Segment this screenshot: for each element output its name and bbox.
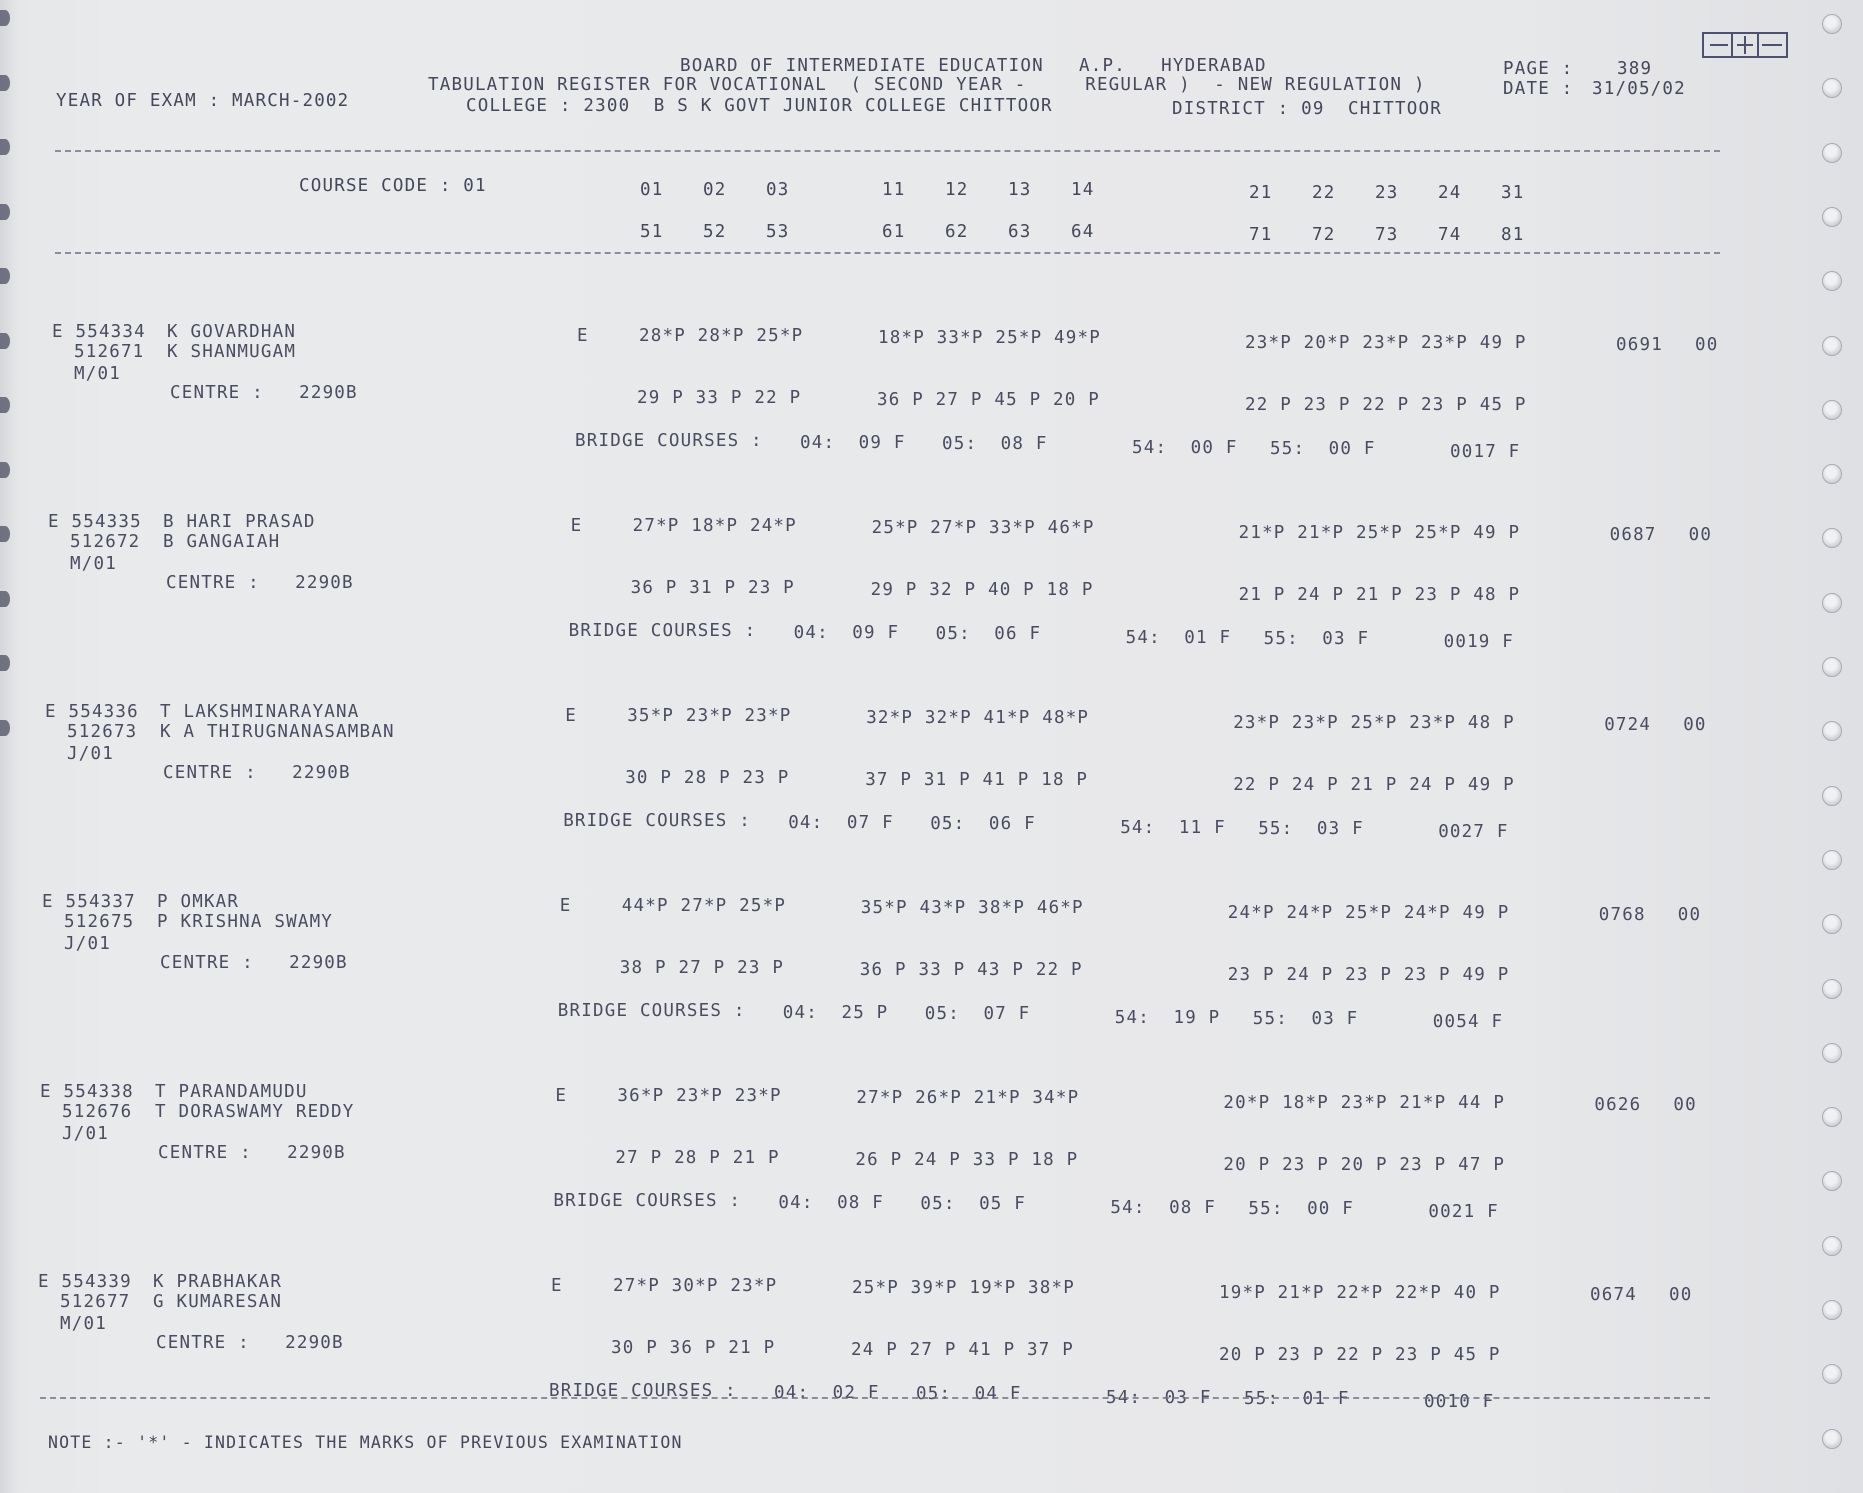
student-name: T LAKSHMINARAYANA	[160, 702, 360, 722]
bridge-courses-label: BRIDGE COURSES :	[563, 811, 751, 832]
student-group-code: J/01	[62, 1124, 109, 1144]
bridge-course-54: 54: 19 P	[1114, 1008, 1221, 1029]
binder-hole-icon	[0, 10, 10, 26]
perforation-hole-icon	[1822, 78, 1842, 98]
column-code: 81	[1501, 225, 1525, 245]
perforation-hole-icon	[1822, 914, 1842, 934]
marks-line1-group2: 25*P 39*P 19*P 38*P	[852, 1277, 1075, 1298]
bridge-course-55: 55: 03 F	[1258, 818, 1364, 839]
marks-line1-group1: 28*P 28*P 25*P	[639, 326, 804, 347]
marks-line1-group1: 27*P 18*P 24*P	[632, 516, 797, 537]
student-parent-name: P KRISHNA SWAMY	[157, 912, 334, 932]
marks-line1-group3: 20*P 18*P 23*P 21*P 44 P	[1223, 1092, 1506, 1113]
perforation-hole-icon	[1822, 979, 1842, 999]
bridge-courses-label: BRIDGE COURSES :	[575, 431, 763, 452]
marks-line2-group3: 21 P 24 P 21 P 23 P 48 P	[1238, 584, 1521, 605]
student-medium-flag: E	[565, 706, 577, 727]
perforation-hole-icon	[1822, 1107, 1842, 1127]
bridge-course-55: 55: 03 F	[1263, 628, 1370, 649]
bridge-total: 0017 F	[1450, 441, 1521, 462]
student-name: K GOVARDHAN	[167, 322, 297, 342]
bridge-course-05: 05: 04 F	[916, 1384, 1022, 1405]
column-code: 53	[766, 222, 790, 242]
marks-line1-group3: 24*P 24*P 25*P 24*P 49 P	[1227, 902, 1510, 923]
binder-hole-icon	[0, 655, 10, 671]
student-parent-name: T DORASWAMY REDDY	[155, 1102, 355, 1122]
board-title: BOARD OF INTERMEDIATE EDUCATION A.P. HYDERABAD	[680, 56, 1267, 76]
student-reg-no: E 554338	[40, 1082, 134, 1102]
binder-hole-icon	[0, 591, 10, 607]
binder-hole-icon	[0, 204, 10, 220]
student-medium-flag: E	[551, 1276, 563, 1297]
perforation-hole-icon	[1822, 1429, 1842, 1449]
binder-hole-icon	[0, 268, 10, 284]
column-code: 11	[882, 180, 906, 200]
marks-line2-group1: 38 P 27 P 23 P	[619, 958, 785, 979]
student-extra-code: 00	[1677, 905, 1702, 926]
binder-hole-icon	[0, 75, 10, 91]
district-line: DISTRICT : 09 CHITTOOR	[1172, 99, 1442, 119]
bridge-course-04: 04: 02 F	[774, 1383, 880, 1404]
column-code: 21	[1249, 183, 1273, 203]
perforation-hole-icon	[1822, 786, 1842, 806]
bridge-course-05: 05: 06 F	[930, 814, 1036, 835]
student-group-code: J/01	[67, 744, 114, 764]
marks-line2-group3: 22 P 23 P 22 P 23 P 45 P	[1245, 394, 1527, 415]
student-extra-code: 00	[1695, 335, 1719, 356]
student-centre: CENTRE : 2290B	[163, 763, 351, 783]
student-centre: CENTRE : 2290B	[166, 573, 354, 593]
student-reg-no: E 554334	[52, 322, 146, 342]
student-centre: CENTRE : 2290B	[170, 383, 358, 403]
perforation-hole-icon	[1822, 336, 1842, 356]
column-code: 63	[1008, 222, 1032, 242]
student-roll-no: 512671	[74, 342, 145, 362]
footer-rule	[40, 1397, 1710, 1399]
marks-line2-group2: 29 P 32 P 40 P 18 P	[870, 579, 1094, 600]
perforation-hole-icon	[1822, 143, 1842, 163]
student-total: 0768	[1598, 904, 1646, 925]
student-name: B HARI PRASAD	[163, 512, 316, 532]
marks-line2-group1: 27 P 28 P 21 P	[615, 1148, 780, 1169]
student-reg-no: E 554337	[42, 892, 136, 912]
student-medium-flag: E	[577, 326, 589, 347]
bridge-course-05: 05: 05 F	[920, 1194, 1027, 1215]
bridge-course-54: 54: 08 F	[1110, 1198, 1217, 1219]
bridge-course-04: 04: 09 F	[793, 623, 900, 644]
student-name: T PARANDAMUDU	[155, 1082, 308, 1102]
column-code: 02	[703, 180, 727, 200]
marks-line2-group2: 36 P 33 P 43 P 22 P	[859, 959, 1083, 980]
student-medium-flag: E	[570, 516, 583, 537]
bridge-total: 0027 F	[1438, 821, 1509, 842]
perforation-hole-icon	[1822, 400, 1842, 420]
bridge-courses-label: BRIDGE COURSES :	[549, 1381, 737, 1402]
column-code: 52	[703, 222, 727, 242]
column-code: 24	[1438, 183, 1462, 203]
student-roll-no: 512675	[64, 912, 135, 932]
perforation-hole-icon	[1822, 657, 1842, 677]
student-reg-no: E 554335	[48, 512, 142, 532]
bridge-course-04: 04: 09 F	[800, 433, 906, 454]
student-medium-flag: E	[555, 1086, 568, 1107]
header-rule-bottom	[55, 252, 1720, 254]
perforation-hole-icon	[1822, 464, 1842, 484]
student-roll-no: 512673	[67, 722, 138, 742]
student-roll-no: 512672	[70, 532, 141, 552]
column-code: 62	[945, 222, 969, 242]
bridge-courses-label: BRIDGE COURSES :	[557, 1001, 746, 1022]
column-code: 22	[1312, 183, 1336, 203]
student-roll-no: 512676	[62, 1102, 133, 1122]
perforation-hole-icon	[1822, 14, 1842, 34]
marks-line2-group3: 22 P 24 P 21 P 24 P 49 P	[1233, 774, 1515, 795]
student-centre: CENTRE : 2290B	[158, 1143, 346, 1163]
student-total: 0674	[1590, 1284, 1637, 1305]
student-extra-code: 00	[1688, 525, 1713, 546]
bridge-total: 0010 F	[1424, 1391, 1495, 1412]
bridge-course-54: 54: 01 F	[1125, 628, 1232, 649]
student-extra-code: 00	[1673, 1095, 1697, 1116]
perforation-hole-icon	[1822, 1300, 1842, 1320]
bridge-course-05: 05: 07 F	[924, 1004, 1031, 1025]
binder-hole-icon	[0, 526, 10, 542]
student-group-code: M/01	[74, 364, 121, 384]
student-total: 0724	[1604, 714, 1652, 735]
bridge-course-55: 55: 00 F	[1270, 438, 1376, 459]
bridge-course-55: 55: 01 F	[1244, 1388, 1350, 1409]
student-centre: CENTRE : 2290B	[156, 1333, 344, 1353]
college-line: COLLEGE : 2300 B S K GOVT JUNIOR COLLEGE CHITTOOR	[466, 96, 1053, 116]
column-code: 72	[1312, 225, 1336, 245]
bridge-course-54: 54: 00 F	[1132, 438, 1238, 459]
bridge-total: 0054 F	[1432, 1011, 1504, 1032]
student-medium-flag: E	[559, 896, 572, 917]
binder-hole-icon	[0, 333, 10, 349]
bridge-course-55: 55: 03 F	[1252, 1008, 1359, 1029]
bridge-course-54: 54: 11 F	[1120, 818, 1226, 839]
course-code: COURSE CODE : 01	[299, 176, 487, 196]
bridge-course-54: 54: 03 F	[1106, 1388, 1212, 1409]
date-value: 31/05/02	[1592, 79, 1686, 99]
student-group-code: M/01	[60, 1314, 107, 1334]
marks-line2-group1: 36 P 31 P 23 P	[630, 578, 795, 599]
page-label: PAGE :	[1503, 59, 1574, 79]
perforation-hole-icon	[1822, 207, 1842, 227]
marks-line1-group2: 32*P 32*P 41*P 48*P	[866, 707, 1090, 728]
bridge-total: 0021 F	[1428, 1201, 1499, 1222]
binder-hole-icon	[0, 720, 10, 736]
marks-line1-group2: 27*P 26*P 21*P 34*P	[856, 1087, 1080, 1108]
perforation-hole-icon	[1822, 1043, 1842, 1063]
marks-line2-group1: 29 P 33 P 22 P	[637, 388, 802, 409]
bridge-courses-label: BRIDGE COURSES :	[553, 1191, 742, 1212]
year-of-exam: YEAR OF EXAM : MARCH-2002	[56, 91, 350, 111]
student-roll-no: 512677	[60, 1292, 131, 1312]
perforation-hole-icon	[1822, 721, 1842, 741]
column-code: 14	[1071, 180, 1095, 200]
marks-line2-group2: 24 P 27 P 41 P 37 P	[851, 1339, 1074, 1360]
column-code: 74	[1438, 225, 1462, 245]
marks-line1-group2: 25*P 27*P 33*P 46*P	[871, 517, 1095, 538]
marks-line2-group2: 37 P 31 P 41 P 18 P	[865, 769, 1089, 790]
student-reg-no: E 554336	[45, 702, 139, 722]
student-reg-no: E 554339	[38, 1272, 132, 1292]
bridge-course-05: 05: 08 F	[942, 434, 1048, 455]
student-group-code: J/01	[64, 934, 111, 954]
page-number: 389	[1617, 59, 1653, 79]
date-label: DATE :	[1503, 79, 1574, 99]
column-code: 64	[1071, 222, 1095, 242]
register-title: TABULATION REGISTER FOR VOCATIONAL ( SECOND YEAR - REGULAR ) - NEW REGULATION )	[428, 75, 1426, 95]
bridge-course-05: 05: 06 F	[935, 624, 1042, 645]
column-code: 12	[945, 180, 969, 200]
marks-line2-group1: 30 P 36 P 21 P	[611, 1338, 776, 1359]
student-centre: CENTRE : 2290B	[160, 953, 348, 973]
marks-line1-group1: 44*P 27*P 25*P	[621, 896, 787, 917]
student-extra-code: 00	[1669, 1285, 1693, 1306]
printer-logo-icon	[1702, 32, 1788, 58]
column-code: 73	[1375, 225, 1399, 245]
marks-line1-group1: 36*P 23*P 23*P	[617, 1086, 782, 1107]
student-name: P OMKAR	[157, 892, 240, 912]
perforation-hole-icon	[1822, 271, 1842, 291]
column-code: 03	[766, 180, 790, 200]
bridge-course-04: 04: 07 F	[788, 813, 894, 834]
student-name: K PRABHAKAR	[153, 1272, 283, 1292]
column-code: 23	[1375, 183, 1399, 203]
student-parent-name: B GANGAIAH	[163, 532, 281, 552]
student-total: 0626	[1594, 1094, 1642, 1115]
bridge-courses-label: BRIDGE COURSES :	[568, 621, 757, 642]
marks-line2-group3: 20 P 23 P 22 P 23 P 45 P	[1219, 1344, 1501, 1365]
marks-line2-group1: 30 P 28 P 23 P	[625, 768, 790, 789]
column-code: 61	[882, 222, 906, 242]
perforation-hole-icon	[1822, 1171, 1842, 1191]
student-total: 0691	[1616, 334, 1663, 355]
marks-line1-group1: 35*P 23*P 23*P	[627, 706, 792, 727]
bridge-total: 0019 F	[1443, 631, 1515, 652]
perforation-hole-icon	[1822, 850, 1842, 870]
marks-line1-group2: 18*P 33*P 25*P 49*P	[878, 327, 1101, 348]
marks-line2-group2: 36 P 27 P 45 P 20 P	[877, 389, 1100, 410]
marks-line1-group2: 35*P 43*P 38*P 46*P	[860, 897, 1084, 918]
column-code: 13	[1008, 180, 1032, 200]
note: NOTE :- '*' - INDICATES THE MARKS OF PREVIOUS EXAMINATION	[48, 1433, 683, 1452]
marks-line1-group3: 21*P 21*P 25*P 25*P 49 P	[1238, 522, 1521, 543]
marks-line1-group3: 19*P 21*P 22*P 22*P 40 P	[1219, 1282, 1501, 1303]
column-code: 71	[1249, 225, 1273, 245]
perforation-hole-icon	[1822, 1364, 1842, 1384]
perforation-hole-icon	[1822, 528, 1842, 548]
column-code: 51	[640, 222, 664, 242]
marks-line2-group2: 26 P 24 P 33 P 18 P	[855, 1149, 1079, 1170]
header-rule-top	[55, 150, 1720, 152]
perforation-hole-icon	[1822, 1236, 1842, 1256]
bridge-course-04: 04: 25 P	[782, 1003, 889, 1024]
bridge-course-04: 04: 08 F	[778, 1193, 885, 1214]
binder-hole-icon	[0, 397, 10, 413]
student-extra-code: 00	[1683, 715, 1707, 736]
column-code: 01	[640, 180, 664, 200]
student-total: 0687	[1609, 524, 1657, 545]
marks-line1-group3: 23*P 20*P 23*P 23*P 49 P	[1245, 332, 1527, 353]
marks-line1-group1: 27*P 30*P 23*P	[613, 1276, 778, 1297]
marks-line2-group3: 23 P 24 P 23 P 23 P 49 P	[1227, 964, 1510, 985]
binder-hole-icon	[0, 139, 10, 155]
marks-line2-group3: 20 P 23 P 20 P 23 P 47 P	[1223, 1154, 1506, 1175]
student-parent-name: G KUMARESAN	[153, 1292, 283, 1312]
bridge-course-55: 55: 00 F	[1248, 1198, 1355, 1219]
student-group-code: M/01	[70, 554, 117, 574]
column-code: 31	[1501, 183, 1525, 203]
binder-hole-icon	[0, 462, 10, 478]
perforation-hole-icon	[1822, 593, 1842, 613]
student-parent-name: K A THIRUGNANASAMBAN	[160, 722, 395, 742]
marks-line1-group3: 23*P 23*P 25*P 23*P 48 P	[1233, 712, 1515, 733]
student-parent-name: K SHANMUGAM	[167, 342, 297, 362]
